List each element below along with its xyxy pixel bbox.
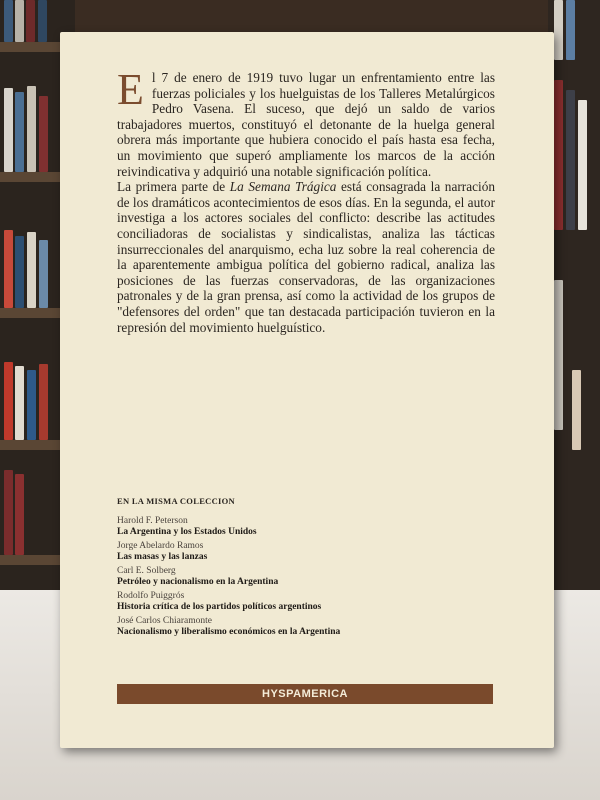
shelf-book	[15, 0, 24, 42]
shelf-book	[15, 236, 24, 308]
collection-title: Historia crítica de los partidos políticos argentinos	[117, 602, 322, 612]
collection-title: La Argentina y los Estados Unidos	[117, 527, 257, 537]
collection-author: Rodolfo Puiggrós	[117, 591, 185, 601]
collection-item	[117, 566, 497, 591]
shelf-book	[39, 364, 48, 440]
blurb-paragraph-1	[117, 65, 495, 179]
cover-blurb	[117, 65, 496, 335]
shelf-book	[554, 280, 563, 430]
shelf-book	[4, 88, 13, 172]
collection-item	[117, 616, 497, 641]
shelf-book	[4, 0, 13, 42]
blurb-paragraph-2-prefix: La primera parte de	[117, 179, 230, 195]
collection-title: Las masas y las lanzas	[117, 552, 208, 562]
shelf-book	[39, 96, 48, 172]
collection-author: José Carlos Chiaramonte	[117, 616, 212, 626]
shelf-book	[554, 0, 563, 60]
shelf-book	[566, 90, 575, 230]
shelf-book	[572, 370, 581, 450]
collection-title: Nacionalismo y liberalismo económicos en la Argentina	[117, 627, 341, 637]
shelf-book	[26, 0, 35, 42]
shelf-book	[27, 232, 36, 308]
publisher-name: HYSPAMERICA	[262, 688, 348, 700]
shelf-book	[27, 86, 36, 172]
shelf-book	[15, 92, 24, 172]
collection-item	[117, 516, 497, 541]
shelf-book	[4, 230, 13, 308]
right-bookshelf	[548, 0, 600, 620]
shelf-book	[15, 474, 24, 555]
drop-cap: E	[117, 65, 144, 114]
shelf-book	[554, 80, 563, 230]
blurb-paragraph-2-text: está consagrada la narración de los dramáticos acontecimientos de esos días. En la segunda, el autor investiga a los actores sociales del conflicto: describe las actitudes conciliadoras de socialistas y sindicalistas, analiza las tácticas insurreccionales del anarquismo, echa luz sobre la real coherencia de la aparentemente ambigua política del gobierno radical, analiza las posiciones de las fuerzas conservadoras, de las organizaciones patronales y de la gran prensa, así como la actividad de los grupos de "defensores del orden" que tan destacada participación tuvieron en la represión del movimiento huelguístico.	[117, 179, 496, 335]
shelf-book	[4, 470, 13, 555]
collection-title: Petróleo y nacionalismo en la Argentina	[117, 577, 279, 587]
shelf-book	[4, 362, 13, 440]
publisher-bar	[117, 684, 493, 704]
collection-item	[117, 591, 497, 616]
collection-heading: EN LA MISMA COLECCION	[117, 496, 235, 506]
shelf-book	[578, 100, 587, 230]
collection-list	[117, 516, 497, 641]
shelf-book	[27, 370, 36, 440]
collection-item	[117, 541, 497, 566]
shelf-book	[39, 240, 48, 308]
collection-author: Jorge Abelardo Ramos	[117, 541, 204, 551]
collection-author: Carl E. Solberg	[117, 566, 176, 576]
shelf-book	[38, 0, 47, 42]
shelf-book	[566, 0, 575, 60]
book-title-italic: La Semana Trágica	[229, 179, 337, 195]
blurb-paragraph-1-text: l 7 de enero de 1919 tuvo lugar un enfrentamiento entre las fuerzas policiales y los huelguistas de los Talleres Metalúrgicos Pedro Vasena. El suceso, que dejó un saldo de varios trabajadores muertos, constituyó el detonante de la huelga general obrera más importante que hubiera conocido el país hasta esa fecha, un movimiento que superó ampliamente los marcos de la acción reivindicativa y adquirió una notable significación política.	[117, 70, 495, 179]
collection-author: Harold F. Peterson	[117, 516, 188, 526]
shelf-book	[15, 366, 24, 440]
blurb-paragraph-2	[117, 179, 495, 335]
